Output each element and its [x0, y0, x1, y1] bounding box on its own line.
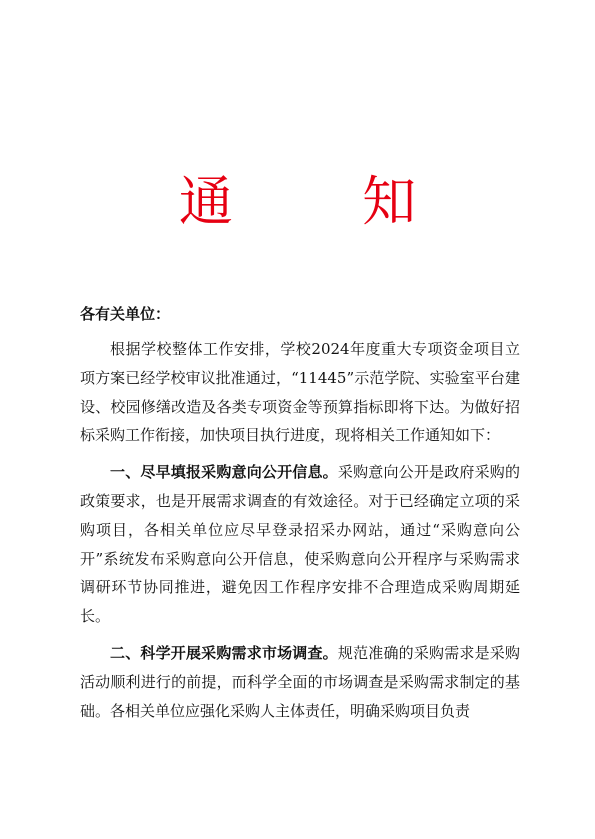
section-1-text: 采购意向公开是政府采购的政策要求，也是开展需求调查的有效途径。对于已经确定立项的采购项目，各相关单位应尽早登录招采办网站，通过“采购意向公开”系统发布采购意向公开信息，使采购意向公开程序与采购需求调研环节协同推进，避免因工作程序安排不合理造成采购周期延长。: [80, 463, 520, 626]
document-title: 通 知: [178, 170, 473, 233]
document-body: [80, 335, 520, 725]
section-1-paragraph: [80, 458, 520, 631]
section-2-text: 规范准确的采购需求是采购活动顺利进行的前提，而科学全面的市场调查是采购需求制定的基础。各相关单位应强化采购人主体责任，明确采购项目负责: [80, 643, 520, 720]
salutation: 各有关单位：: [80, 305, 171, 323]
section-1-heading: 一、尽早填报采购意向公开信息。: [110, 463, 338, 482]
section-2-paragraph: [80, 639, 520, 725]
intro-paragraph: 根据学校整体工作安排，学校2024年度重大专项资金项目立项方案已经学校审议批准通过，“11445”示范学院、实验室平台建设、校园修缮改造及各类专项资金等预算指标即将下达。为做好招标采购工作衔接，加快项目执行进度，现将相关工作通知如下：: [80, 340, 520, 445]
section-2-heading: 二、科学开展采购需求市场调查。: [110, 643, 338, 662]
